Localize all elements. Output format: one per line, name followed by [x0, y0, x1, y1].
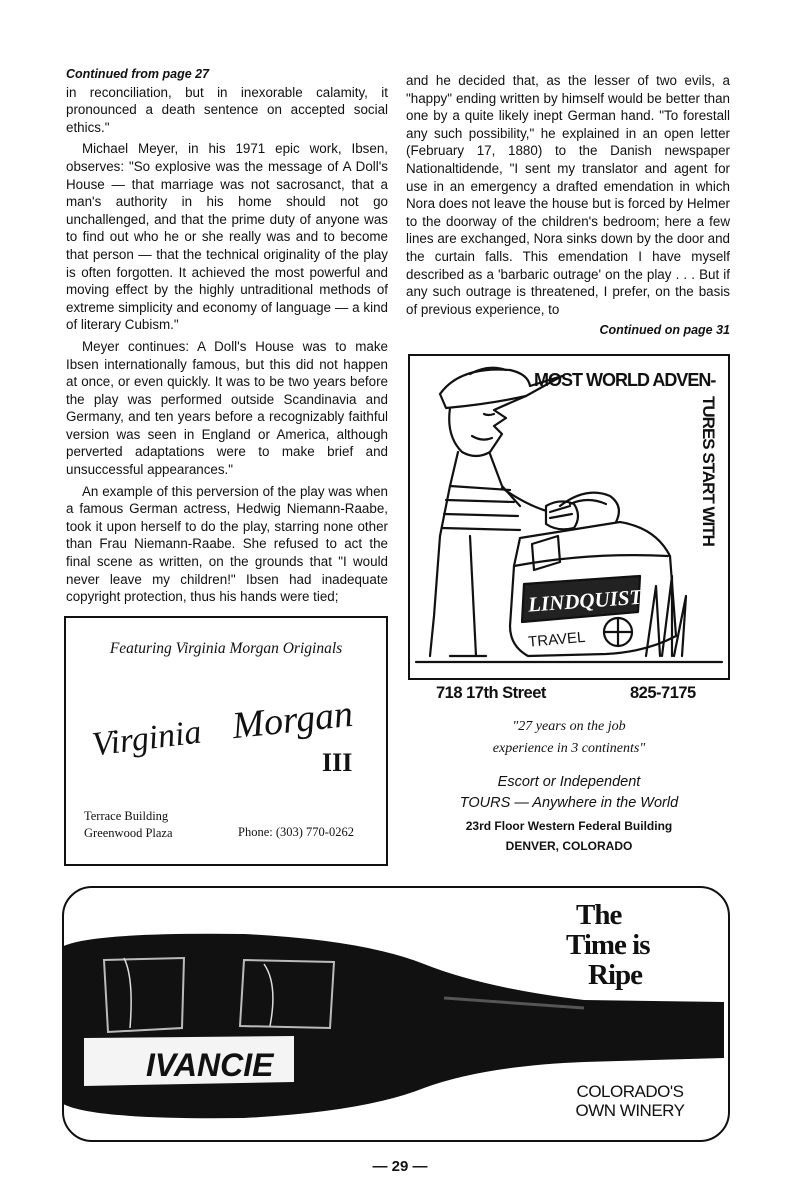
morgan-script-logo: Morgan: [230, 692, 355, 748]
article-paragraph-5: and he decided that, as the lesser of two evils, a "happy" ending written by himself would be better than one by a quite likely inept German hand. "To forestall any such possibility," he explained in an open letter (February 17, 1880) to the Danish newspaper Nationaltidende, "I sent my translator and agent for use in an emergency a drafted emendation in which Nora does not leave the house but is forced by Helmer to the doorway of the children's bedroom; here a few lines are exchanged, Nora sinks down by the door and the curtain falls. This emendation I have myself described as a 'barbaric outrage' on the play . . . But if any such outrage is threatened, I prefer, on the basis of previous experience, to: [406, 73, 730, 317]
lindquist-experience: [408, 716, 730, 760]
virginia-script-logo: Virginia: [90, 713, 204, 764]
slogan-line2: Time is: [566, 929, 650, 961]
article-paragraph-4: An example of this perversion of the play was when a famous German actress, Hedwig Niemann-Raabe, took it upon herself to do the play, starring none other than Frau Niemann-Raabe. She refused to act the final scene as written, on the grounds that "I would never leave my children!" Ibsen had inadequate copyright protection, thus his hands were tied;: [66, 483, 388, 605]
vm-address: [84, 808, 173, 842]
bag-brand-text: LINDQUIST: [527, 584, 644, 617]
ivancie-slogan: [560, 900, 700, 990]
numeral-iii: III: [322, 748, 353, 777]
lindquist-street: 718 17th Street: [436, 684, 546, 702]
escort-line2: TOURS — Anywhere in the World: [459, 795, 679, 811]
lindquist-location: [408, 816, 730, 856]
lindquist-vertical-wrap: [692, 396, 722, 584]
page-number: — 29 —: [372, 1158, 428, 1175]
right-column: [406, 72, 730, 340]
featuring-line: Featuring Virginia Morgan Originals: [109, 640, 343, 657]
winery-line2: OWN WINERY: [575, 1101, 685, 1120]
floor-line: 23rd Floor Western Federal Building: [465, 819, 673, 833]
years-line2: experience in 3 continents": [492, 741, 646, 756]
ivancie-winery: [560, 1082, 700, 1120]
city-line: DENVER, COLORADO: [505, 839, 633, 853]
continued-from-label: Continued from page 27: [66, 67, 210, 81]
virginia-morgan-ad: [64, 616, 388, 866]
continued-on-label: Continued on page 31: [599, 323, 730, 338]
slogan-line3: Ripe: [588, 959, 642, 991]
lindquist-headline-vertical: TURES START WITH: [699, 396, 718, 546]
lindquist-phone: 825-7175: [630, 684, 696, 702]
years-line1: "27 years on the job: [512, 719, 626, 734]
lindquist-ad: [408, 354, 730, 680]
bag-word-text: TRAVEL: [527, 628, 587, 651]
traveler-illustration: [410, 356, 728, 678]
slogan-line1: The: [576, 899, 622, 931]
escort-line1: Escort or Independent: [497, 774, 641, 790]
left-column: [66, 66, 388, 610]
lindquist-tours: [408, 772, 730, 814]
article-paragraph-2: Michael Meyer, in his 1971 epic work, Ibsen, observes: "So explosive was the message of A Doll's House — that marriage was not sacrosanct, that a man's authority in his home should not go unchallenged, and that the prime duty of anyone was to find out who he or she really was and to become that person — that the technical originality of the play is often forgotten. It achieved the most powerful and moving effect by the highly untraditional methods of extreme simplicity and economy of language — a kind of literary Cubism.": [66, 141, 388, 333]
article-paragraph-3: Meyer continues: A Doll's House was to make Ibsen internationally famous, but this did not happen at once, or even quickly. It was to be two years before the play was performed outside Scandinavia and Germany, and ten years before a recognizably faithful version was seen in England or America, although perverted adaptations were to make brief and unsuccessful appearances.": [66, 338, 388, 478]
lindquist-headline: MOST WORLD ADVEN-: [534, 370, 716, 390]
ivancie-label: IVANCIE: [146, 1047, 274, 1083]
vm-address-line1: Terrace Building: [84, 809, 169, 823]
winery-line1: COLORADO'S: [576, 1082, 684, 1101]
vm-address-line2: Greenwood Plaza: [84, 826, 173, 840]
article-paragraph-1: in reconciliation, but in inexorable calamity, it pronounced a death sentence on accepted social ethics.": [66, 84, 388, 135]
vm-phone: Phone: (303) 770-0262: [238, 825, 354, 839]
